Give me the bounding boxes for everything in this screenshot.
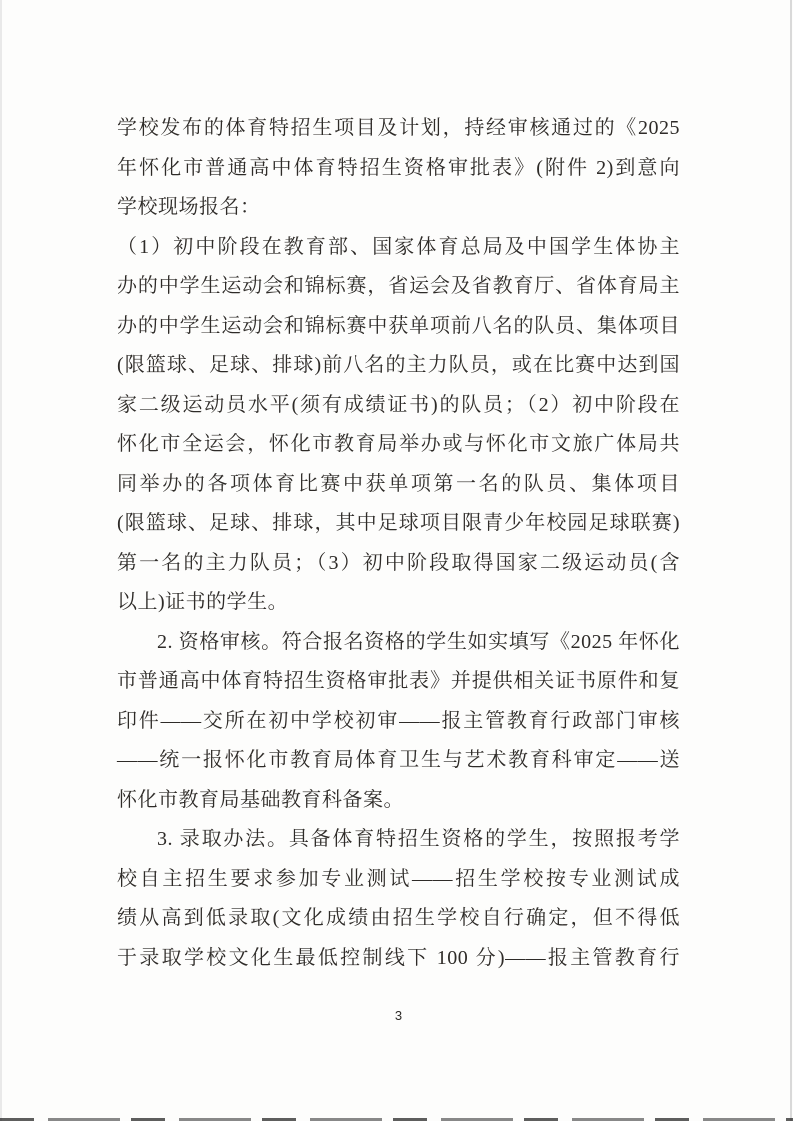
- scan-edge-left: [0, 0, 2, 1121]
- text-line: （1）初中阶段在教育部、国家体育总局及中国学生体协主: [117, 235, 680, 258]
- paragraph: [117, 820, 680, 978]
- text-line: 年怀化市普通高中体育特招生资格审批表》(附件 2)到意向: [117, 156, 680, 179]
- text-line: (限篮球、足球、排球，其中足球项目限青少年校园足球联赛): [117, 512, 680, 534]
- paragraph: [117, 109, 680, 228]
- text-line: 以上)证书的学生。: [117, 591, 289, 613]
- text-line: 同举办的各项体育比赛中获单项第一名的队员、集体项目: [117, 472, 680, 495]
- text-line: 第一名的主力队员；（3）初中阶段取得国家二级运动员(含: [117, 551, 680, 574]
- scan-edge-right: [790, 0, 792, 1121]
- text-line: 绩从高到低录取(文化成绩由招生学校自行确定，但不得低: [117, 907, 680, 929]
- text-line: 2. 资格审核。符合报名资格的学生如实填写《2025 年怀化: [157, 630, 680, 653]
- text-line: 怀化市全运会，怀化市教育局举办或与怀化市文旅广体局共: [117, 433, 680, 455]
- text-line: 怀化市教育局基础教育科备案。: [117, 788, 404, 811]
- text-line: 校自主招生要求参加专业测试——招生学校按专业测试成: [117, 867, 680, 890]
- text-line: 于录取学校文化生最低控制线下 100 分)——报主管教育行: [117, 946, 680, 969]
- document-body: [117, 109, 680, 978]
- text-line: 学校发布的体育特招生项目及计划，持经审核通过的《2025: [117, 117, 680, 139]
- text-line: 印件——交所在初中学校初审——报主管教育行政部门审核: [117, 709, 680, 732]
- page-number: 3: [394, 1008, 403, 1023]
- text-line: 学校现场报名：: [117, 196, 261, 218]
- text-line: 办的中学生运动会和锦标赛中获单项前八名的队员、集体项目: [117, 314, 680, 337]
- paragraph: [117, 228, 680, 623]
- text-line: 市普通高中体育特招生资格审批表》并提供相关证书原件和复: [117, 670, 680, 692]
- text-line: (限篮球、足球、排球)前八名的主力队员，或在比赛中达到国: [117, 354, 680, 376]
- text-line: ——统一报怀化市教育局体育卫生与艺术教育科审定——送: [117, 749, 680, 771]
- text-line: 家二级运动员水平(须有成绩证书)的队员；（2）初中阶段在: [117, 393, 680, 416]
- text-line: 办的中学生运动会和锦标赛，省运会及省教育厅、省体育局主: [117, 275, 680, 297]
- text-line: 3. 录取办法。具备体育特招生资格的学生，按照报考学: [157, 828, 680, 850]
- paragraph: [117, 623, 680, 821]
